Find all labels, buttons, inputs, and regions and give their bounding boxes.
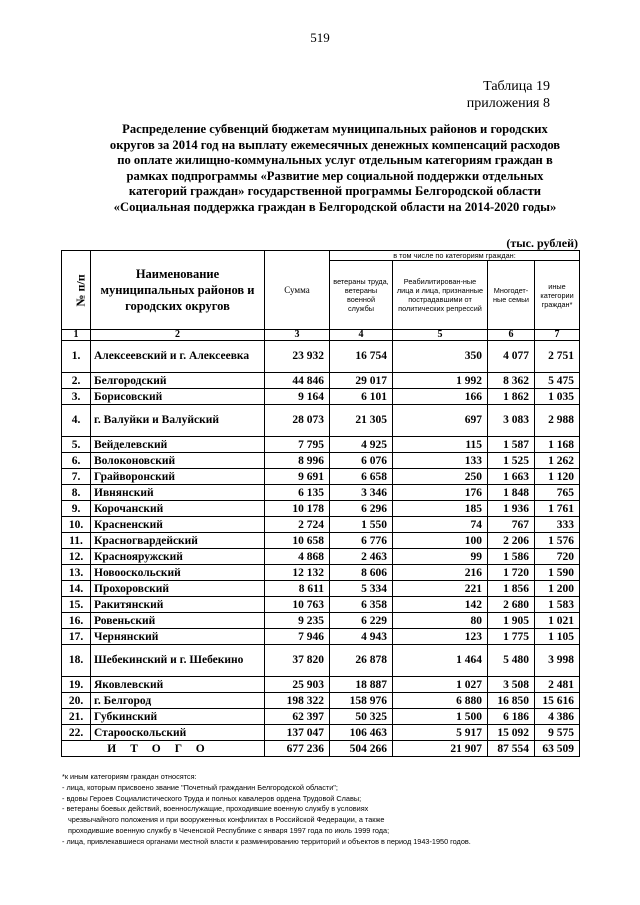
sum-cell: 9 691 [265, 469, 330, 485]
veterans-cell: 6 358 [330, 597, 393, 613]
row-number: 18. [62, 645, 91, 677]
district-name: Грайворонский [91, 469, 265, 485]
sum-cell: 2 724 [265, 517, 330, 533]
row-number: 3. [62, 389, 91, 405]
row-number: 15. [62, 597, 91, 613]
table-row [62, 341, 580, 373]
footnote: проходившие военную службу в Чеченской Республике с января 1997 года по июль 1999 года; [68, 825, 390, 835]
veterans-cell: 6 296 [330, 501, 393, 517]
rehabilitated-cell: 185 [393, 501, 488, 517]
other-cell: 1 200 [535, 581, 580, 597]
other-cell: 1 168 [535, 437, 580, 453]
table-row [62, 517, 580, 533]
header-large-families: Многодет-ные семьи [488, 261, 535, 330]
veterans-cell: 29 017 [330, 373, 393, 389]
rehabilitated-cell: 221 [393, 581, 488, 597]
rehabilitated-cell: 216 [393, 565, 488, 581]
table-row [62, 485, 580, 501]
district-name: Шебекинский и г. Шебекино [91, 645, 265, 677]
sum-cell: 9 164 [265, 389, 330, 405]
title-line: по оплате жилищно-коммунальных услуг отдельным категориям граждан в [117, 153, 553, 168]
veterans-cell: 18 887 [330, 677, 393, 693]
units-label: (тыс. рублей) [506, 236, 578, 250]
table-row [62, 725, 580, 741]
row-number: 2. [62, 373, 91, 389]
district-name: г. Белгород [91, 693, 265, 709]
rehabilitated-cell: 133 [393, 453, 488, 469]
rehabilitated-cell: 5 917 [393, 725, 488, 741]
veterans-cell: 26 878 [330, 645, 393, 677]
table-row [62, 629, 580, 645]
row-number: 8. [62, 485, 91, 501]
large-families-cell: 767 [488, 517, 535, 533]
other-cell: 2 751 [535, 341, 580, 373]
title-line: рамках подпрограммы «Развитие мер социальной поддержки отдельных [126, 168, 544, 183]
row-number: 19. [62, 677, 91, 693]
veterans-cell: 158 976 [330, 693, 393, 709]
other-cell: 1 262 [535, 453, 580, 469]
large-families-cell: 2 206 [488, 533, 535, 549]
veterans-cell: 6 101 [330, 389, 393, 405]
rehabilitated-cell: 697 [393, 405, 488, 437]
footnote: - ветераны боевых действий, военнослужащие, проходившие военную службу в условиях [62, 804, 369, 814]
large-families-cell: 3 508 [488, 677, 535, 693]
rehabilitated-cell: 1 500 [393, 709, 488, 725]
sum-cell: 8 611 [265, 581, 330, 597]
rehabilitated-cell: 250 [393, 469, 488, 485]
veterans-cell: 21 305 [330, 405, 393, 437]
sum-cell: 10 763 [265, 597, 330, 613]
other-cell: 1 761 [535, 501, 580, 517]
row-number: 6. [62, 453, 91, 469]
total-veterans: 504 266 [330, 741, 393, 757]
veterans-cell: 6 776 [330, 533, 393, 549]
table-body [62, 341, 580, 741]
page-number: 519 [310, 30, 330, 45]
veterans-cell: 6 229 [330, 613, 393, 629]
row-number: 20. [62, 693, 91, 709]
large-families-cell: 6 186 [488, 709, 535, 725]
row-number: 12. [62, 549, 91, 565]
large-families-cell: 1 587 [488, 437, 535, 453]
sum-cell: 10 658 [265, 533, 330, 549]
footnotes [62, 772, 582, 848]
row-number: 7. [62, 469, 91, 485]
large-families-cell: 1 720 [488, 565, 535, 581]
column-number: 4 [330, 330, 393, 341]
large-families-cell: 1 775 [488, 629, 535, 645]
column-number: 1 [62, 330, 91, 341]
large-families-cell: 1 856 [488, 581, 535, 597]
large-families-cell: 4 077 [488, 341, 535, 373]
row-number: 1. [62, 341, 91, 373]
large-families-cell: 1 586 [488, 549, 535, 565]
other-cell: 2 481 [535, 677, 580, 693]
other-cell: 1 576 [535, 533, 580, 549]
large-families-cell: 3 083 [488, 405, 535, 437]
veterans-cell: 8 606 [330, 565, 393, 581]
other-cell: 15 616 [535, 693, 580, 709]
total-row [62, 741, 580, 757]
large-families-cell: 1 862 [488, 389, 535, 405]
district-name: Волоконовский [91, 453, 265, 469]
other-cell: 333 [535, 517, 580, 533]
rehabilitated-cell: 100 [393, 533, 488, 549]
veterans-cell: 50 325 [330, 709, 393, 725]
large-families-cell: 1 905 [488, 613, 535, 629]
sum-cell: 10 178 [265, 501, 330, 517]
header-num: № п/п [62, 251, 91, 330]
total-large-families: 87 554 [488, 741, 535, 757]
sum-cell: 198 322 [265, 693, 330, 709]
district-name: Ивнянский [91, 485, 265, 501]
rehabilitated-cell: 1 992 [393, 373, 488, 389]
table-row [62, 645, 580, 677]
column-number: 7 [535, 330, 580, 341]
table-row [62, 405, 580, 437]
table-row [62, 453, 580, 469]
title-line: округов за 2014 год на выплату ежемесячных денежных компенсаций расходов [109, 137, 561, 152]
table-row [62, 709, 580, 725]
table-row [62, 677, 580, 693]
table-row [62, 565, 580, 581]
rehabilitated-cell: 166 [393, 389, 488, 405]
row-number: 5. [62, 437, 91, 453]
rehabilitated-cell: 350 [393, 341, 488, 373]
district-name: Белгородский [91, 373, 265, 389]
column-number: 2 [91, 330, 265, 341]
rehabilitated-cell: 1 464 [393, 645, 488, 677]
footnote: - лица, которым присвоено звание "Почетный гражданин Белгородской области"; [62, 782, 338, 792]
sum-cell: 28 073 [265, 405, 330, 437]
district-name: Ровеньский [91, 613, 265, 629]
large-families-cell: 8 362 [488, 373, 535, 389]
table-row [62, 581, 580, 597]
document-title [80, 122, 590, 216]
sum-cell: 23 932 [265, 341, 330, 373]
sum-cell: 25 903 [265, 677, 330, 693]
other-cell: 1 021 [535, 613, 580, 629]
row-number: 4. [62, 405, 91, 437]
rehabilitated-cell: 176 [393, 485, 488, 501]
sum-cell: 62 397 [265, 709, 330, 725]
other-cell: 1 120 [535, 469, 580, 485]
rehabilitated-cell: 142 [393, 597, 488, 613]
district-name: Борисовский [91, 389, 265, 405]
title-line: «Социальная поддержка граждан в Белгородской области на 2014-2020 годы» [113, 199, 557, 214]
district-name: Старооскольский [91, 725, 265, 741]
veterans-cell: 3 346 [330, 485, 393, 501]
district-name: Чернянский [91, 629, 265, 645]
veterans-cell: 106 463 [330, 725, 393, 741]
row-number: 10. [62, 517, 91, 533]
table-row [62, 389, 580, 405]
footnote: чрезвычайного положения и при вооруженных конфликтах в Российской Федерации, а также [68, 815, 385, 825]
district-name: Новооскольский [91, 565, 265, 581]
total-label: ИТОГО [62, 741, 265, 757]
table-caption [420, 78, 550, 112]
table-row [62, 437, 580, 453]
footnote: - вдовы Героев Социалистического Труда и полных кавалеров ордена Трудовой Славы; [62, 793, 362, 803]
row-number: 21. [62, 709, 91, 725]
sum-cell: 12 132 [265, 565, 330, 581]
other-cell: 9 575 [535, 725, 580, 741]
district-name: Ракитянский [91, 597, 265, 613]
other-cell: 1 583 [535, 597, 580, 613]
other-cell: 2 988 [535, 405, 580, 437]
district-name: Алексеевский и г. Алексеевка [91, 341, 265, 373]
sum-cell: 37 820 [265, 645, 330, 677]
other-cell: 765 [535, 485, 580, 501]
other-cell: 1 590 [535, 565, 580, 581]
large-families-cell: 1 936 [488, 501, 535, 517]
district-name: Губкинский [91, 709, 265, 725]
other-cell: 3 998 [535, 645, 580, 677]
rehabilitated-cell: 74 [393, 517, 488, 533]
sum-cell: 137 047 [265, 725, 330, 741]
large-families-cell: 15 092 [488, 725, 535, 741]
large-families-cell: 1 848 [488, 485, 535, 501]
row-number: 16. [62, 613, 91, 629]
veterans-cell: 16 754 [330, 341, 393, 373]
title-line: Распределение субвенций бюджетам муниципальных районов и городских [122, 122, 548, 136]
table-label: Таблица 19 [483, 79, 550, 94]
district-name: Красненский [91, 517, 265, 533]
district-name: Краснояружский [91, 549, 265, 565]
veterans-cell: 6 658 [330, 469, 393, 485]
large-families-cell: 16 850 [488, 693, 535, 709]
large-families-cell: 1 525 [488, 453, 535, 469]
other-cell: 4 386 [535, 709, 580, 725]
district-name: г. Валуйки и Валуйский [91, 405, 265, 437]
sum-cell: 8 996 [265, 453, 330, 469]
large-families-cell: 5 480 [488, 645, 535, 677]
table-row [62, 549, 580, 565]
table-row [62, 533, 580, 549]
total-sum: 677 236 [265, 741, 330, 757]
header-other: иные категории граждан* [535, 261, 580, 330]
column-numbers-row [62, 330, 580, 341]
other-cell: 1 105 [535, 629, 580, 645]
row-number: 14. [62, 581, 91, 597]
row-number: 13. [62, 565, 91, 581]
district-name: Прохоровский [91, 581, 265, 597]
veterans-cell: 2 463 [330, 549, 393, 565]
district-name: Красногвардейский [91, 533, 265, 549]
district-name: Корочанский [91, 501, 265, 517]
rehabilitated-cell: 99 [393, 549, 488, 565]
table-row [62, 373, 580, 389]
sum-cell: 7 946 [265, 629, 330, 645]
veterans-cell: 1 550 [330, 517, 393, 533]
column-number: 5 [393, 330, 488, 341]
header-veterans: ветераны труда, ветераны военной службы [330, 261, 393, 330]
rehabilitated-cell: 80 [393, 613, 488, 629]
sum-cell: 4 868 [265, 549, 330, 565]
large-families-cell: 2 680 [488, 597, 535, 613]
sum-cell: 9 235 [265, 613, 330, 629]
table-row [62, 469, 580, 485]
total-other: 63 509 [535, 741, 580, 757]
table-row [62, 501, 580, 517]
table-row [62, 693, 580, 709]
footnote: - лица, привлекавшиеся органами местной власти к разминированию территорий и объектов в период 1943-1950 годов. [62, 836, 471, 846]
row-number: 22. [62, 725, 91, 741]
row-number: 9. [62, 501, 91, 517]
rehabilitated-cell: 123 [393, 629, 488, 645]
rehabilitated-cell: 1 027 [393, 677, 488, 693]
other-cell: 1 035 [535, 389, 580, 405]
column-number: 6 [488, 330, 535, 341]
total-rehabilitated: 21 907 [393, 741, 488, 757]
sum-cell: 7 795 [265, 437, 330, 453]
footnote: *к иным категориям граждан относятся: [62, 772, 197, 781]
header-rehabilitated: Реабилитирован-ные лица и лица, признанные пострадавшими от политических репрессий [393, 261, 488, 330]
veterans-cell: 4 943 [330, 629, 393, 645]
header-sum: Сумма [265, 251, 330, 330]
veterans-cell: 5 334 [330, 581, 393, 597]
title-line: категорий граждан» государственной программы Белгородской области [128, 184, 542, 199]
large-families-cell: 1 663 [488, 469, 535, 485]
district-name: Вейделевский [91, 437, 265, 453]
rehabilitated-cell: 115 [393, 437, 488, 453]
table-row [62, 597, 580, 613]
other-cell: 720 [535, 549, 580, 565]
district-name: Яковлевский [91, 677, 265, 693]
row-number: 17. [62, 629, 91, 645]
header-name: Наименование муниципальных районов и городских округов [91, 251, 265, 330]
appendix-label: приложения 8 [466, 96, 550, 111]
sum-cell: 6 135 [265, 485, 330, 501]
column-number: 3 [265, 330, 330, 341]
rehabilitated-cell: 6 880 [393, 693, 488, 709]
header-including: в том числе по категориям граждан: [330, 251, 580, 261]
table-row [62, 613, 580, 629]
other-cell: 5 475 [535, 373, 580, 389]
sum-cell: 44 846 [265, 373, 330, 389]
row-number: 11. [62, 533, 91, 549]
veterans-cell: 6 076 [330, 453, 393, 469]
subsidy-table [61, 250, 580, 757]
veterans-cell: 4 925 [330, 437, 393, 453]
